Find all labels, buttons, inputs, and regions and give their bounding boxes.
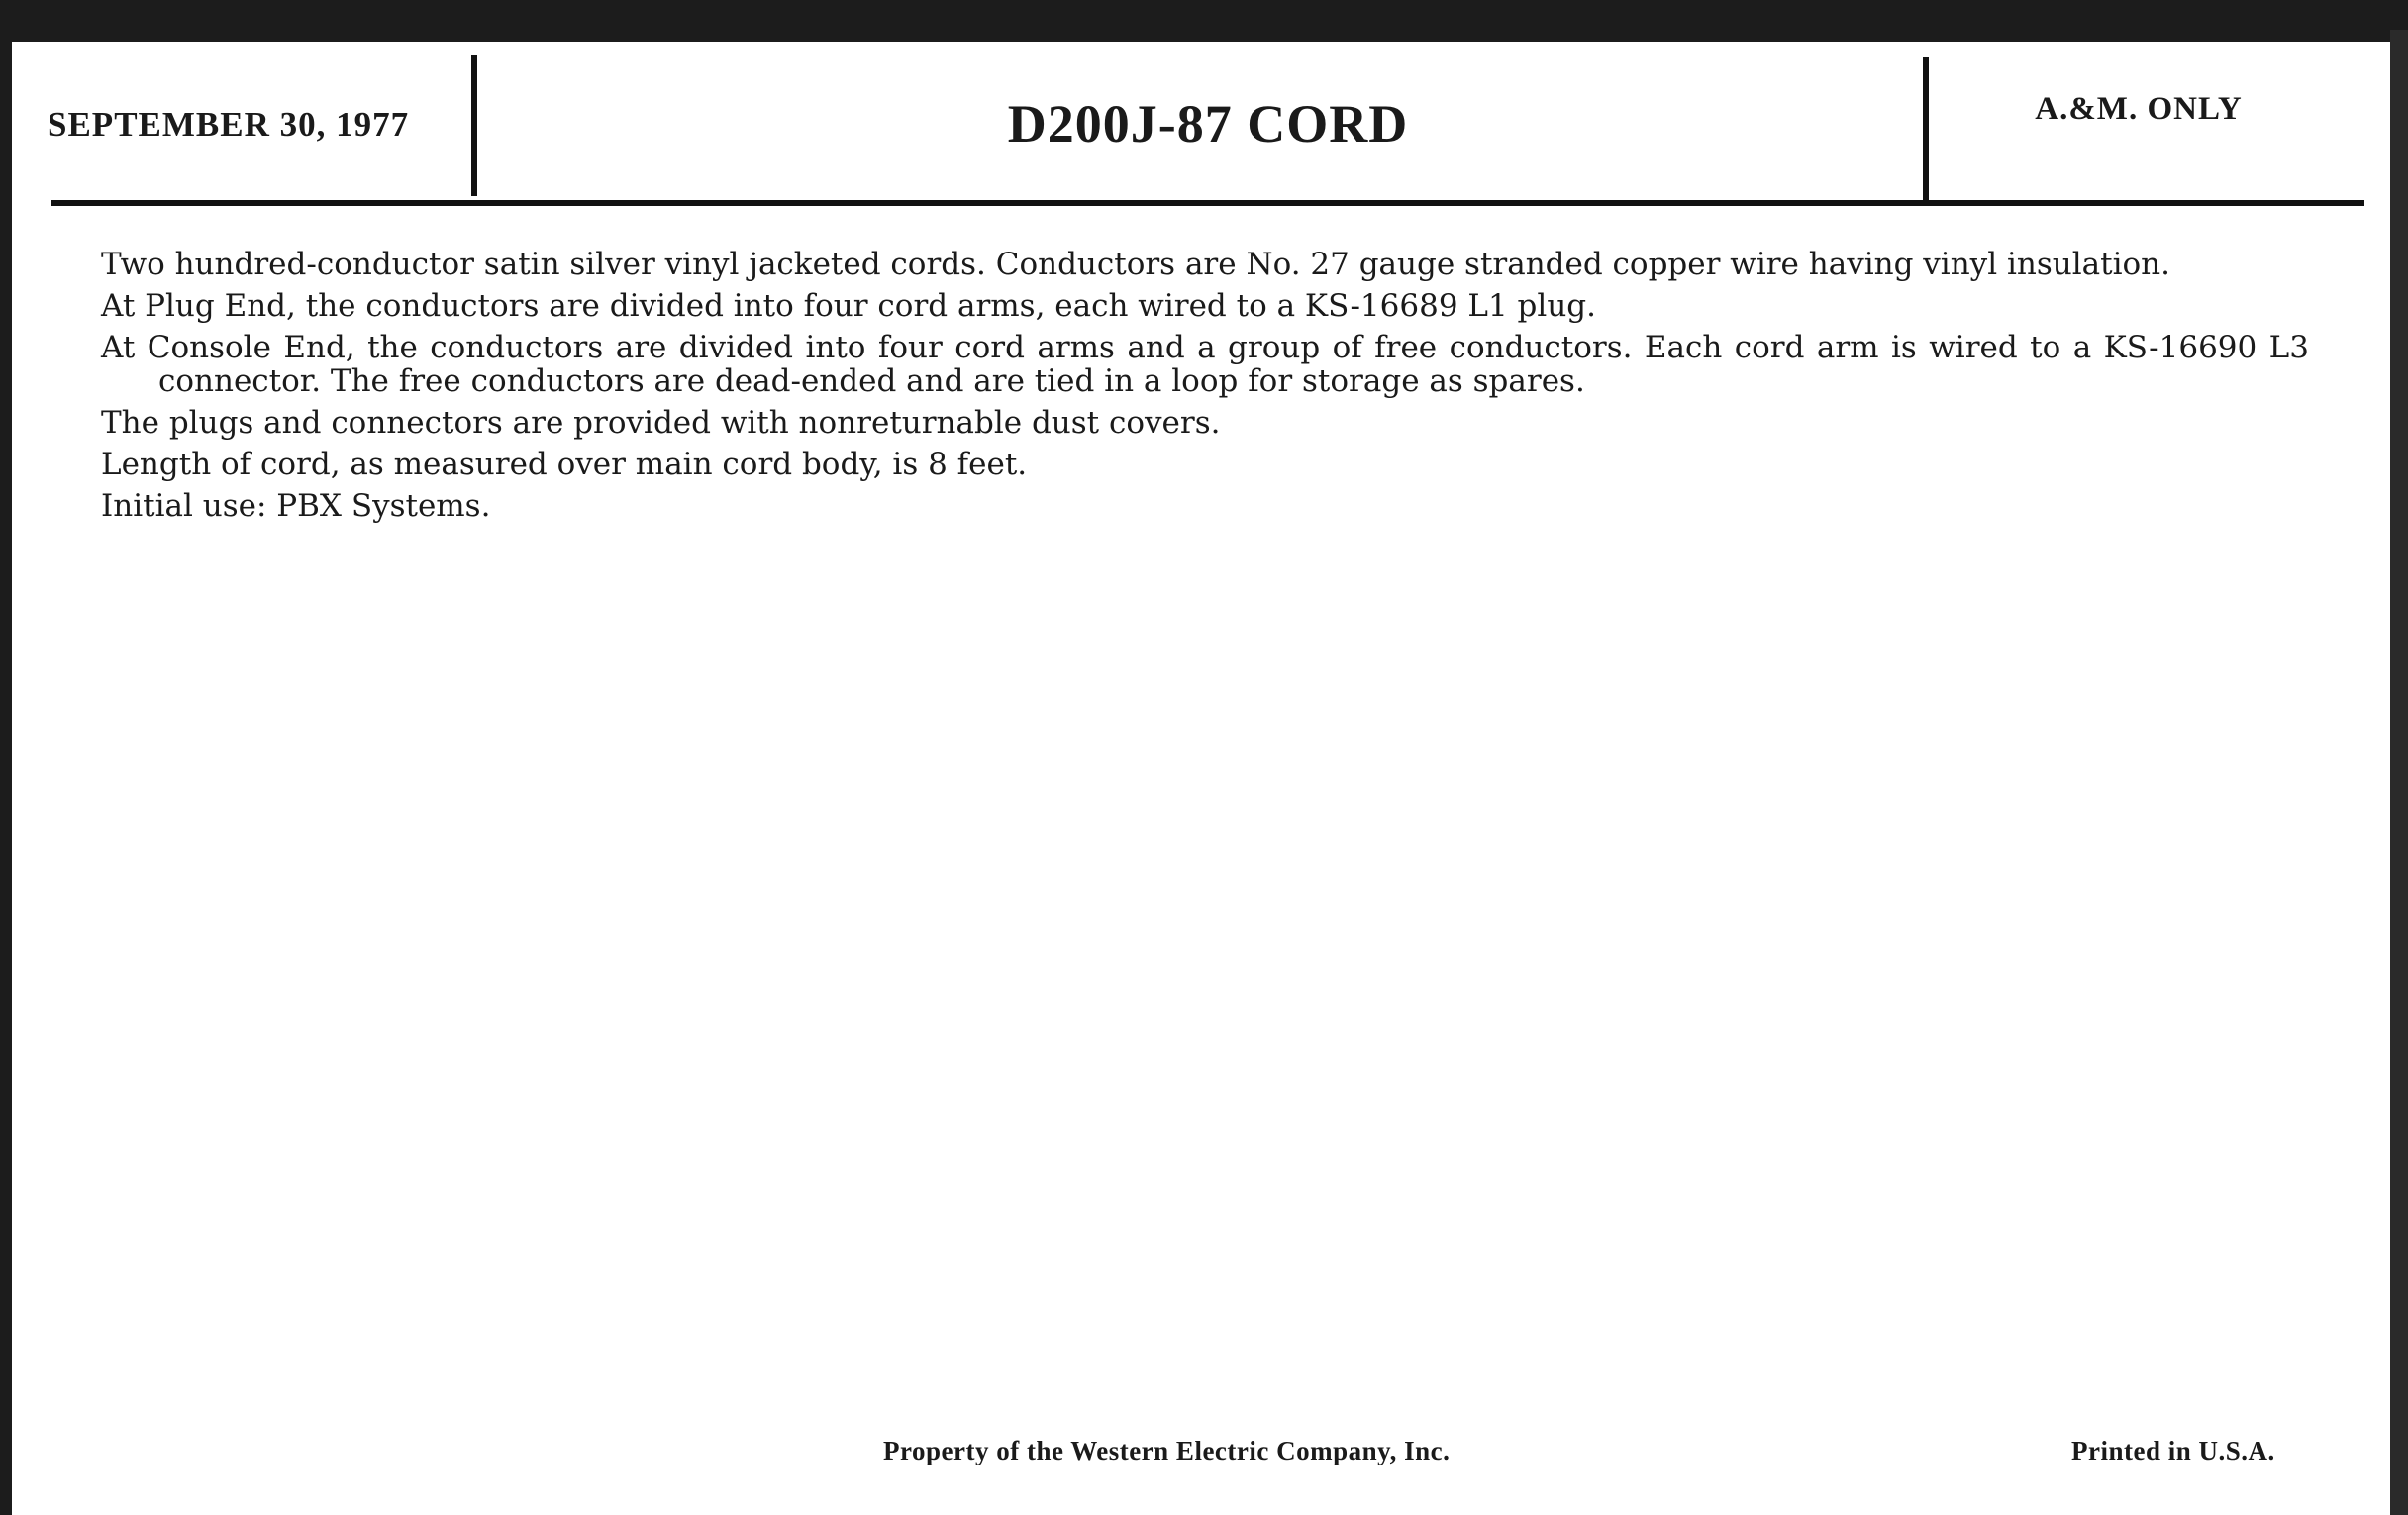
document-body: [101, 248, 2309, 531]
paragraph-console-end: At Console End, the conductors are divided into four cord arms and a group of free conductors. Each cord arm is wired to a KS-16690 L3 connector. The free conductors are dead-ended and are tied in a loop for storage as spares.: [101, 330, 2309, 399]
paragraph-dust-covers: The plugs and connectors are provided with nonreturnable dust covers.: [101, 405, 1221, 441]
header-divider-right: [1923, 57, 1929, 202]
header-rule: [51, 200, 2364, 206]
document-card: [12, 42, 2390, 1515]
document-title: D200J-87 CORD: [1007, 94, 1409, 153]
issue-date: SEPTEMBER 30, 1977: [48, 105, 410, 144]
paragraph-description: Two hundred-conductor satin silver vinyl jacketed cords. Conductors are No. 27 gauge stranded copper wire having vinyl insulation.: [101, 247, 2170, 282]
paragraph-plug-end: At Plug End, the conductors are divided into four cord arms, each wired to a KS-16689 L1 plug.: [101, 288, 1596, 324]
footer-printed-in: Printed in U.S.A.: [2071, 1436, 2275, 1465]
scan-background-edge: [2390, 30, 2408, 1515]
footer-property-notice: Property of the Western Electric Company, Inc.: [883, 1436, 1451, 1465]
paragraph-initial-use: Initial use: PBX Systems.: [101, 488, 491, 524]
distribution-status: A.&M. ONLY: [2035, 91, 2243, 127]
paragraph-length: Length of cord, as measured over main cord body, is 8 feet.: [101, 447, 1028, 482]
